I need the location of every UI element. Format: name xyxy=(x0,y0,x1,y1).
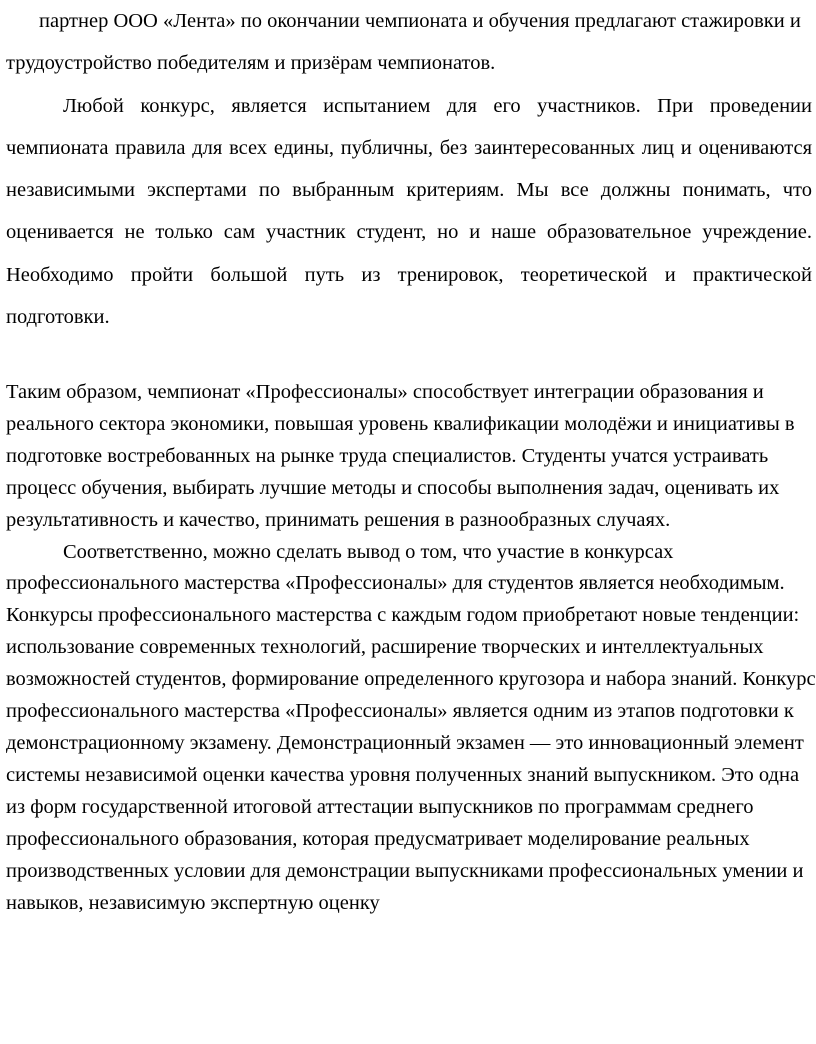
paragraph-contest-evaluation: Любой конкурс, является испытанием для его участников. При проведении чемпионата правила для всех едины, публичны, без заинтересованных лиц и оцениваются независимыми экспертами по выбранным критериям. Мы все должны понимать, что оценивается не только сам участник студент, но и наше образовательное учреждение. Необходимо пройти большой путь из тренировок, теоретической и практической подготовки. xyxy=(6,94,812,329)
paragraph-partner-continuation: партнер ООО «Лента» по окончании чемпионата и обучения предлагают стажировки и трудоустройство победителям и призёрам чемпионатов. xyxy=(6,10,801,75)
paragraph-conclusion: Таким образом, чемпионат «Профессионалы» способствует интеграции образования и реального сектора экономики, повышая уровень квалификации молодёжи и инициативы в подготовке востребованных на рынке труда специалистов. Студенты учатся устраивать процесс обучения, выбирать лучшие методы и способы выполнения задач, оценивать их результативность и качество, принимать решения в разнообразных случаях. xyxy=(6,381,795,531)
document-section-lower xyxy=(6,377,816,919)
document-section-upper xyxy=(6,0,812,338)
paragraph-demonstration-exam: Соответственно, можно сделать вывод о том, что участие в конкурсах профессионального мастерства «Профессионалы» для студентов является необходимым. Конкурсы профессионального мастерства с каждым годом приобретают новые тенденции: использование современных технологий, расширение творческих и интеллектуальных возможностей студентов, формирование определенного кругозора и набора знаний. Конкурс профессионального мастерства «Профессионалы» является одним из этапов подготовки к демонстрационному экзамену. Демонстрационный экзамен — это инновационный элемент системы независимой оценки качества уровня полученных знаний выпускником. Это одна из форм государственной итоговой аттестации выпускников по программам среднего профессионального образования, которая предусматривает моделирование реальных производственных условии для демонстрации выпускниками профессиональных умении и навыков, независимую экспертную оценку xyxy=(6,540,816,914)
